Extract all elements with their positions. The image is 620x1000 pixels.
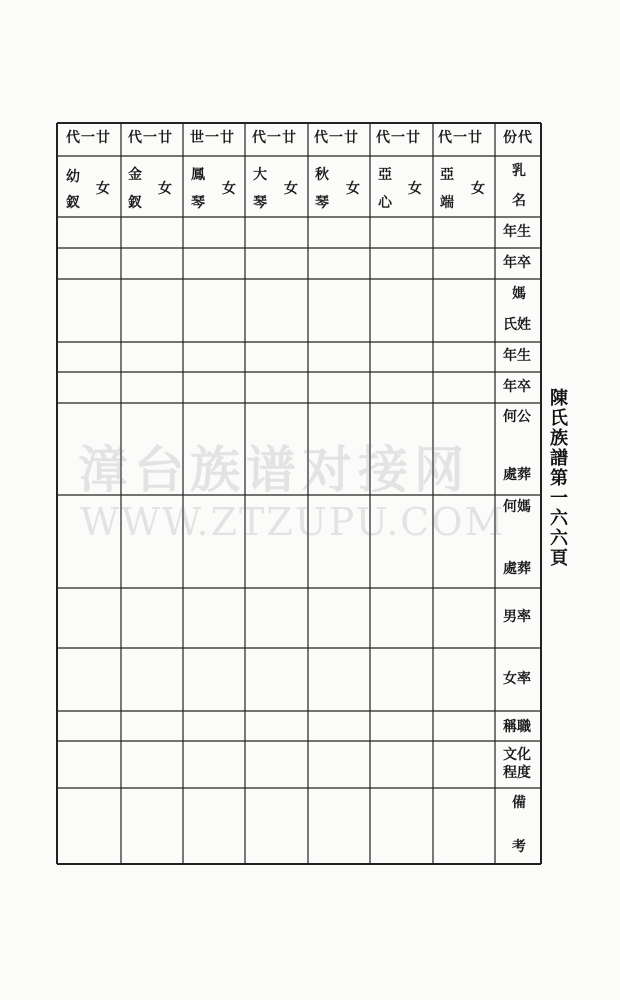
row-label: 年卒: [503, 379, 531, 395]
person-name-char: 幼: [66, 169, 80, 185]
row-label: 年卒: [503, 255, 531, 271]
row-label: 年生: [503, 348, 531, 364]
person-gender: 女: [158, 181, 172, 197]
row-label: 考: [512, 839, 526, 855]
person-name-char: 琴: [191, 195, 205, 211]
person-gender: 女: [346, 181, 360, 197]
row-label: 男率: [503, 609, 531, 625]
row-label: 處葬: [503, 467, 531, 483]
person-name-char: 釵: [66, 195, 80, 211]
row-label: 何公: [503, 409, 531, 425]
generation-header: 代一廿: [438, 130, 483, 146]
watermark-url: WWW.ZTZUPU.COM: [80, 500, 506, 544]
page-side-title: 陳氏族譜第一六六頁: [547, 388, 568, 568]
row-label: 程度: [503, 765, 531, 781]
person-gender: 女: [284, 181, 298, 197]
person-name-char: 端: [440, 195, 454, 211]
row-label: 女率: [503, 671, 531, 687]
row-label: 何媽: [503, 499, 531, 515]
person-name-char: 心: [378, 195, 392, 211]
row-label: 備: [512, 795, 526, 811]
generation-header: 代一廿: [314, 130, 359, 146]
person-name-char: 釵: [128, 195, 142, 211]
person-gender: 女: [222, 181, 236, 197]
person-name-char: 秋: [315, 167, 329, 183]
generation-header: 代一廿: [66, 130, 111, 146]
row-label: 媽: [512, 286, 526, 302]
watermark-chinese: 漳台族谱对接网: [78, 441, 470, 499]
row-label: 乳: [512, 163, 526, 179]
row-label: 文化: [503, 747, 531, 763]
person-name-char: 金: [128, 167, 142, 183]
row-label: 處葬: [503, 561, 531, 577]
row-label: 氏姓: [503, 317, 531, 333]
generation-header: 代一廿: [128, 130, 173, 146]
person-name-char: 亞: [440, 167, 454, 183]
generation-label: 份代: [503, 130, 533, 146]
person-name-char: 琴: [253, 195, 267, 211]
person-name-char: 琴: [315, 195, 329, 211]
person-gender: 女: [471, 181, 485, 197]
row-label: 稱職: [503, 719, 531, 735]
generation-header: 代一廿: [252, 130, 297, 146]
generation-header: 世一廿: [190, 130, 235, 146]
person-name-char: 鳳: [191, 167, 205, 183]
person-gender: 女: [408, 181, 422, 197]
person-gender: 女: [96, 181, 110, 197]
person-name-char: 亞: [378, 167, 392, 183]
row-label: 名: [512, 193, 526, 209]
row-label: 年生: [503, 224, 531, 240]
generation-header: 代一廿: [376, 130, 421, 146]
person-name-char: 大: [253, 167, 267, 183]
